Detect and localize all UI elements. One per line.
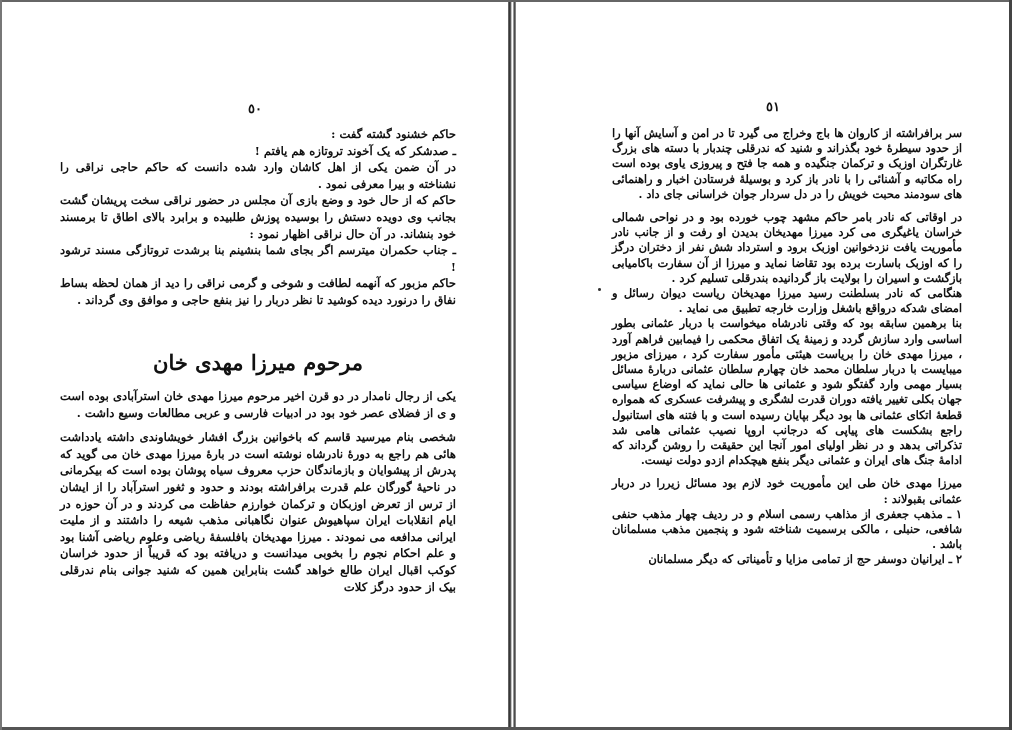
paragraph: در آن ضمن یکی از اهل کاشان وارد شده دانست که حاکم حاجی نراقی را نشناخته و بیرا معرفی نمود .	[60, 160, 456, 191]
spacer	[612, 468, 962, 476]
paragraph: حاکم که از حال خود و وضع بازی آن مجلس در حضور نراقی سخت پریشان گشت بجانب وی دویده دستش را بوسیده پوزش طلبیده و برابرد بالای اطاق تا برمسند خود بنشاند. در آن حال نراقی اظهار نمود :	[60, 193, 456, 241]
paragraph: بنا برهمین سابقه بود که وقتی نادرشاه میخواست با دربار عثمانی بطور اساسی وارد سازش گردد و زمینهٔ یک اتفاق محکمی را فیمابین فراهم آورد ، میرزا مهدی خان را بریاست هیئتی مأمور سفارت کرد ، میرزای مزبور میبایست با دربار سلطان محمد خان چهارم سلطان عثمانی دربارهٔ مسائل بسیار مهمی وارد گفتگو شود و عثمانی ها حالی نماید که اوضاع سیاسی جهان بکلی تغییر یافته دوران قدرت لشگری و پیشرفت عسکری که همواره قطعهٔ اتکای عثمانی ها بود دیگر بپایان رسیده است و با فتنه های استانبول راجع بشکست های پیاپی که درجانب اروپا نصیب عثمانی هامی شد تذکراتی بدهد و در نظر اولیای امور آنجا این حقیقت را روشن گرداند که ادامهٔ جنگ های ایران و عثمانی دیگر بنفع هیچکدام ازدو دولت نیست.	[612, 316, 962, 468]
left-page-top-text	[60, 126, 456, 309]
paragraph: یکی از رجال نامدار در دو قرن اخیر مرحوم میرزا مهدی خان استرآبادی بوده است و ی از فضلای عصر خود بود در ادبیات فارسی و عربی مطالعات وسیع داشت .	[60, 389, 456, 420]
paragraph: ۱ ـ مذهب جعفری از مذاهب رسمی اسلام و در ردیف چهار مذهب حنفی شافعی، حنبلی ، مالکی برسمیت شناخته شود و پنجمین مذهب مسلمانان باشد .	[612, 506, 962, 552]
right-page-text	[612, 126, 962, 568]
page-number-left: ٥٠	[248, 102, 262, 117]
paragraph: در اوقاتی که نادر بامر حاکم مشهد چوب خورده بود و در نواحی شمالی خراسان یاغیگری می کرد میرزا مهدیخان بدیدن او رفت و از جانب نادر مأموریت یافت نزدخوانین اوزبک برود و استرداد شش نفر از دختران درگز را که اوزبک باسارت برده بود تقاضا نماید و میرزا از آن سفارت باکامیابی بازگشت و اسیران را بولایت باز گردانیده بندرقلی تسلیم کرد .	[612, 210, 962, 285]
paragraph: شخصی بنام میرسید قاسم که باخوانین بزرگ افشار خویشاوندی داشته یادداشت هائی هم راجع به دورهٔ نادرشاه نوشته است در بارهٔ میرزا مهدی خان می گوید که پدرش از پیشوایان و بازماندگان حزب معروف سیاه پوشان بوده است که بیکرمانی در ناحیهٔ گورگان علم قدرت برافراشته بودند و حدود و ثغور استرآباد را از ایشان از ترس از تعرض اوزبکان و ترکمان خوارزم حفاظت می کردند و در آن حوزه در ایام انقلابات ایران سپاهیوش عنوان نگاهبانی مذهب شیعه را داشتند و از ملیت ایرانی مدافعه می نمودند . میرزا مهدیخان بافلسفهٔ ریاضی وعلوم ریاضی آشنا بود و علم احکام نجوم را بخوبی میدانست و دریافته بود که قریباً از حدود خراسان کوکب اقبال ایران طالع خواهد گشت بنابراین همین که شنید جوانی بنام ندرقلی بیک از حدود درگز کلات	[60, 430, 456, 594]
binding-hole-mark	[598, 288, 601, 291]
scan-edge-top	[0, 0, 1012, 2]
book-gutter	[508, 0, 516, 730]
paragraph: میرزا مهدی خان طی این مأموریت خود لازم بود مسائل زیررا در دربار عثمانی بقبولاند :	[612, 476, 962, 506]
paragraph: هنگامی که نادر بسلطنت رسید میرزا مهدیخان ریاست دیوان رسائل و امضای شدکه درواقع باشغل وزارت خارجه تطبیق می نماید .	[612, 286, 962, 316]
scan-edge-left	[0, 0, 2, 730]
right-page	[516, 0, 1012, 730]
page-number-right: ٥١	[766, 100, 780, 115]
paragraph: ـ صدشکر که یک آخوند تروتازه هم یافتم !	[254, 143, 456, 158]
section-heading: مرحوم میرزا مهدی خان	[153, 350, 363, 375]
paragraph: حاکم خشنود گشته گفت :	[331, 127, 456, 141]
left-page-bottom-text	[60, 388, 456, 595]
spacer	[60, 421, 456, 429]
spacer	[612, 202, 962, 210]
paragraph: ۲ ـ ایرانیان دوسفر حج از تمامی مزایا و تأمیناتی که دیگر مسلمانان	[648, 552, 962, 567]
paragraph: سر برافراشته از کاروان ها باج وخراج می گیرد تا در امن و آسایش آنها را از حدود سیطرهٔ خود بگذراند و شنید که ندرقلی چندبار با دسته های بزرگ غارتگران اوزبک و ترکمان جنگیده و همه جا فتح و پیروزی یاوی بوده است راه مکاتبه و آشنائی را با نادر باز کرد و بوسیلهٔ فرستادن اخبار و راهنمائی های سودمند محبت خویش را در دل سردار جوان خراسانی جای داد .	[612, 126, 962, 201]
paragraph: حاکم مزبور که آنهمه لطافت و شوخی و گرمی نراقی را دید از همان لحظه بساط نفاق را درنورد دیده کوشید تا نظر دربار را نیز بنفع حاجی و موافق وی گرداند .	[60, 276, 456, 307]
paragraph: ـ جناب حکمران میترسم اگر بجای شما بنشینم بنا برشدت تروتازگی مسند ترشود !	[60, 243, 456, 274]
